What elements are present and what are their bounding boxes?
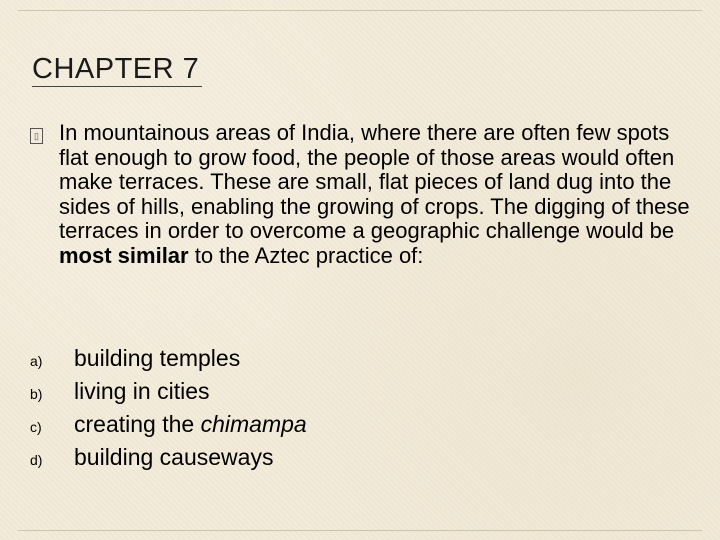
answer-option-a bbox=[30, 342, 690, 375]
answer-text-main: building causeways bbox=[74, 444, 274, 470]
answer-text bbox=[74, 375, 210, 407]
slide-title: CHAPTER 7 bbox=[32, 53, 200, 85]
answer-letter: c) bbox=[30, 419, 42, 435]
bottom-border bbox=[18, 530, 702, 531]
title-underline bbox=[32, 86, 202, 87]
answer-letter: d) bbox=[30, 452, 43, 468]
answer-option-d bbox=[30, 441, 690, 474]
answer-text-main: building temples bbox=[74, 345, 241, 371]
answer-text-main: creating the bbox=[74, 411, 201, 437]
top-border bbox=[18, 10, 702, 11]
question-text bbox=[59, 121, 704, 268]
missing-glyph-box-icon: ▯ bbox=[30, 128, 43, 144]
answer-letter: b) bbox=[30, 386, 43, 402]
answer-option-c bbox=[30, 408, 690, 441]
answer-text bbox=[74, 441, 273, 473]
answer-text bbox=[74, 408, 307, 440]
answer-option-b bbox=[30, 375, 690, 408]
question-text-end: to the Aztec practice of: bbox=[188, 242, 424, 268]
answer-list bbox=[30, 342, 690, 474]
question-text-start: In mountainous areas of India, where there are often few spots flat enough to grow food, the people of those areas would often make terraces. These are small, flat pieces of land dug into the sides of hills, enabling the growing of crops. The digging of these terraces in order to overcome a geographic challenge would be bbox=[59, 120, 690, 243]
answer-text bbox=[74, 342, 240, 374]
answer-text-main: living in cities bbox=[74, 378, 210, 404]
answer-letter: a) bbox=[30, 353, 43, 369]
answer-text-italic: chimampa bbox=[200, 411, 307, 437]
question-emphasis: most similar bbox=[59, 242, 189, 268]
